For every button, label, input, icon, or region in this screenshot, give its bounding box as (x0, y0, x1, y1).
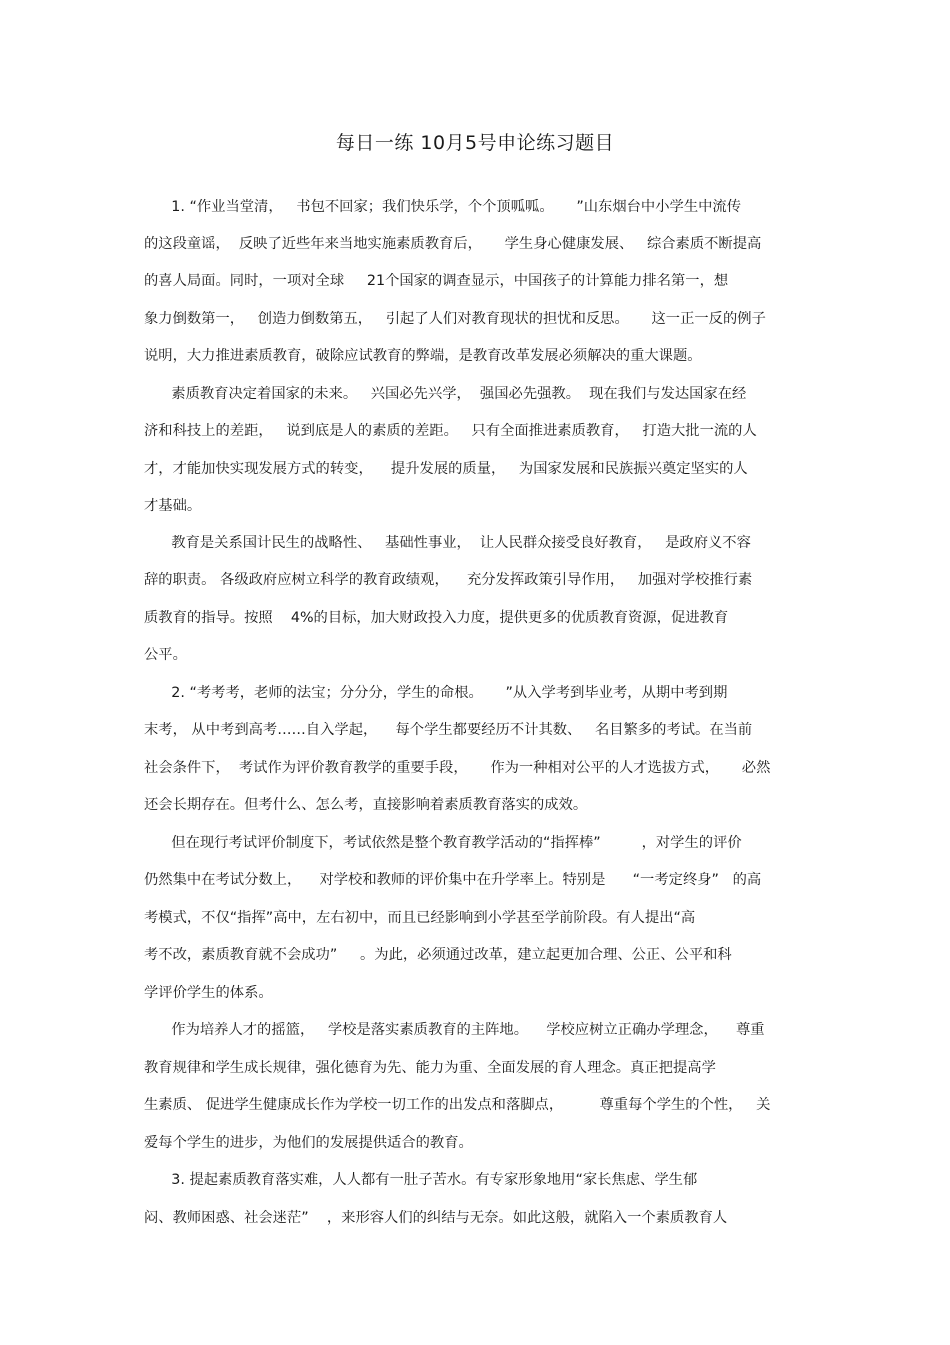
body-line-10: 教育是关系国计民生的战略性、 基础性事业， 让人民群众接受良好教育， 是政府义不容 (144, 535, 751, 551)
body-line-20: 考模式，不仅“指挥”高中，左右初中，而且已经影响到小学甚至学前阶段。有人提出“高 (144, 910, 696, 926)
body-line-18: 但在现行考试评价制度下，考试依然是整个教育教学活动的“指挥棒” ，对学生的评价 (144, 835, 742, 851)
body-line-13: 公平。 (144, 647, 187, 663)
body-line-17: 还会长期存在。但考什么、怎么考，直接影响着素质教育落实的成效。 (144, 797, 588, 813)
body-line-2: 的这段童谣， 反映了近些年来当地实施素质教育后， 学生身心健康发展、 综合素质不断提高 (144, 236, 762, 252)
body-line-24: 教育规律和学生成长规律，强化德育为先、能力为重、全面发展的育人理念。真正把提高学 (144, 1060, 716, 1076)
body-line-9: 才基础。 (144, 498, 202, 514)
body-line-1: 1. “作业当堂清， 书包不回家；我们快乐学，个个顶呱呱。 ”山东烟台中小学生中流传 (144, 199, 742, 215)
body-line-23: 作为培养人才的摇篮， 学校是落实素质教育的主阵地。 学校应树立正确办学理念， 尊重 (144, 1022, 765, 1038)
body-line-19: 仍然集中在考试分数上， 对学校和教师的评价集中在升学率上。特别是 “一考定终身” 的高 (144, 872, 762, 888)
body-line-22: 学评价学生的体系。 (144, 985, 273, 1001)
body-line-15: 末考， 从中考到高考……自入学起， 每个学生都要经历不计其数、 名目繁多的考试。在当前 (144, 722, 753, 738)
body-line-5: 说明，大力推进素质教育，破除应试教育的弊端，是教育改革发展必须解决的重大课题。 (144, 348, 702, 364)
body-line-8: 才，才能加快实现发展方式的转变， 提升发展的质量， 为国家发展和民族振兴奠定坚实的人 (144, 461, 748, 477)
body-line-12: 质教育的指导。按照 4%的目标，加大财政投入力度，提供更多的优质教育资源，促进教育 (144, 610, 729, 626)
body-line-27: 3. 提起素质教育落实难，人人都有一肚子苦水。有专家形象地用“家长焦虑、学生郁 (144, 1172, 698, 1188)
body-line-21: 考不改，素质教育就不会成功” 。为此，必须通过改革，建立起更加合理、公正、公平和科 (144, 947, 732, 963)
body-line-11: 辞的职责。 各级政府应树立科学的教育政绩观， 充分发挥政策引导作用， 加强对学校推行素 (144, 572, 753, 588)
body-line-14: 2. “考考考，老师的法宝；分分分，学生的命根。 ”从入学考到毕业考，从期中考到期 (144, 685, 728, 701)
body-line-4: 象力倒数第一， 创造力倒数第五， 引起了人们对教育现状的担忧和反思。 这一正一反的例子 (144, 311, 766, 327)
body-line-25: 生素质、 促进学生健康成长作为学校一切工作的出发点和落脚点， 尊重每个学生的个性， 关 (144, 1097, 771, 1113)
body-line-3: 的喜人局面。同时，一项对全球 21个国家的调查显示，中国孩子的计算能力排名第一，想 (144, 273, 729, 289)
page-title: 每日一练 10月5号申论练习题目 (335, 132, 615, 154)
body-line-16: 社会条件下， 考试作为评价教育教学的重要手段， 作为一种相对公平的人才选拔方式， 必然 (144, 760, 771, 776)
body-line-28: 闷、教师困惑、社会迷茫” ，来形容人们的纠结与无奈。如此这般，就陷入一个素质教育人 (144, 1210, 728, 1226)
body-line-7: 济和科技上的差距， 说到底是人的素质的差距。 只有全面推进素质教育， 打造大批一流的人 (144, 423, 757, 439)
body-line-6: 素质教育决定着国家的未来。 兴国必先兴学， 强国必先强教。 现在我们与发达国家在经 (144, 386, 747, 402)
body-line-26: 爱每个学生的进步，为他们的发展提供适合的教育。 (144, 1135, 473, 1151)
